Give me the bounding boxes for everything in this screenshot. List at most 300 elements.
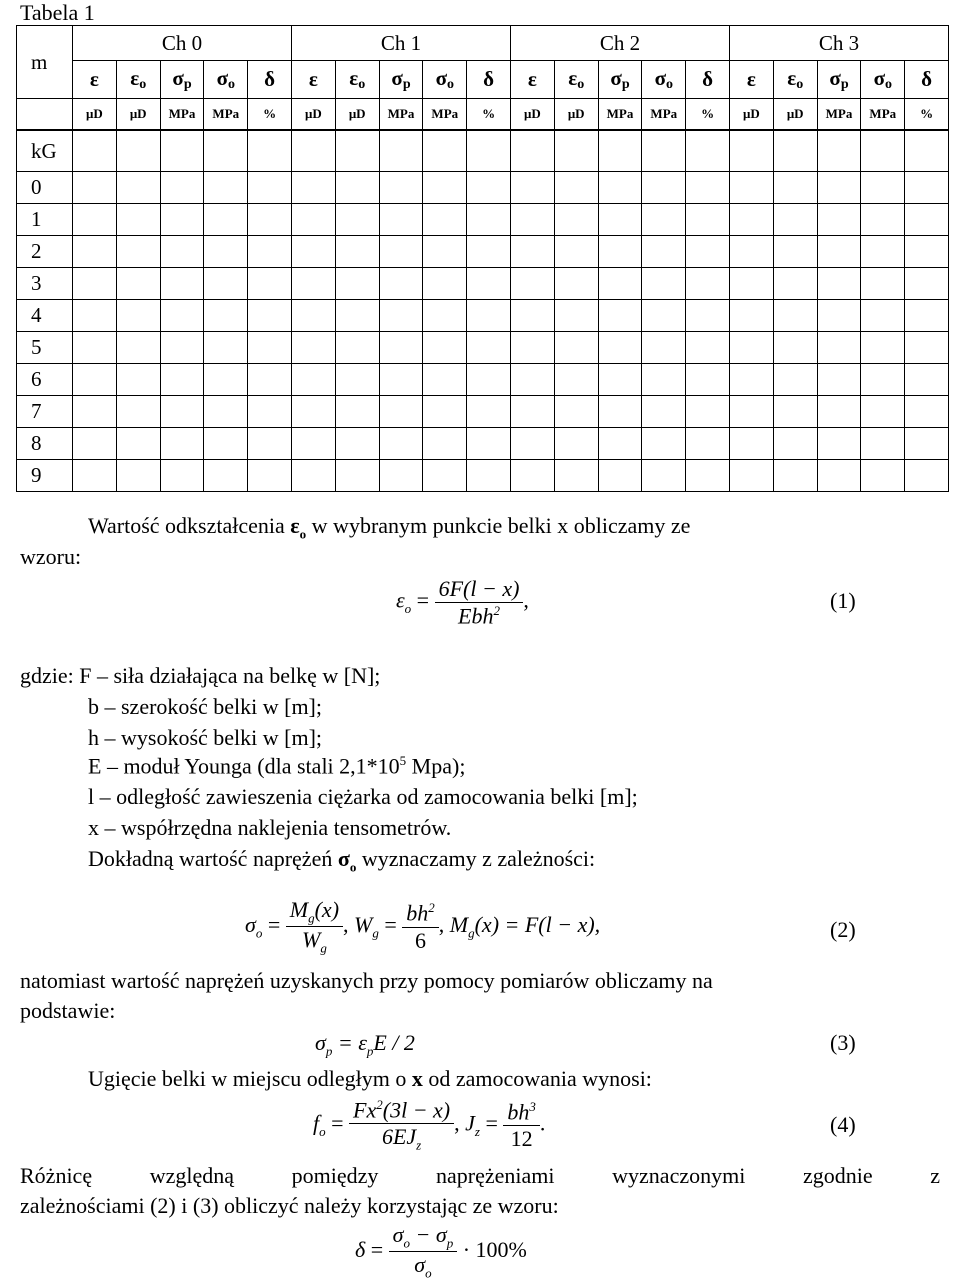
- quantity-symbol: $\varepsilon_o$: [773, 61, 817, 99]
- empty-cell: [817, 172, 861, 204]
- unit-cell: %: [467, 99, 511, 131]
- empty-cell: [423, 268, 467, 300]
- quantity-symbol: ε: [511, 61, 555, 99]
- empty-cell: [423, 332, 467, 364]
- empty-cell: [817, 332, 861, 364]
- empty-cell: [511, 364, 555, 396]
- empty-cell: [423, 130, 467, 172]
- empty-cell: [554, 130, 598, 172]
- empty-cell: [335, 236, 379, 268]
- empty-cell: [379, 396, 423, 428]
- empty-cell: [467, 332, 511, 364]
- closing-line-2: zależnościami (2) i (3) obliczyć należy korzystając ze wzoru:: [20, 1193, 559, 1218]
- empty-cell: [335, 300, 379, 332]
- empty-cell: [73, 396, 117, 428]
- empty-cell: [642, 204, 686, 236]
- empty-cell: [423, 364, 467, 396]
- empty-cell: [773, 460, 817, 492]
- unit-cell: MPa: [379, 99, 423, 131]
- empty-cell: [204, 204, 248, 236]
- unit-cell: MPa: [204, 99, 248, 131]
- empty-cell: [423, 428, 467, 460]
- empty-cell: [248, 172, 292, 204]
- empty-cell: [773, 172, 817, 204]
- empty-cell: [423, 300, 467, 332]
- equation-3: $\sigma_p = \varepsilon_pE / 2$: [315, 1030, 415, 1059]
- empty-cell: [598, 172, 642, 204]
- empty-cell: [905, 130, 949, 172]
- empty-cell: [73, 268, 117, 300]
- quantity-symbol: $\sigma_p$: [598, 61, 642, 99]
- empty-cell: [116, 172, 160, 204]
- equation-1: $\varepsilon_o$ = $\frac{6F(l - x)}{Ebh^2}$ ,: [396, 576, 529, 629]
- empty-cell: [642, 396, 686, 428]
- where-line-l: l – odległość zawieszenia ciężarka od zamocowania belki [m];: [88, 784, 638, 809]
- empty-cell: [160, 428, 204, 460]
- empty-cell: [686, 172, 730, 204]
- deflection-intro: Ugięcie belki w miejscu odległym o x od zamocowania wynosi:: [88, 1066, 652, 1091]
- empty-cell: [467, 268, 511, 300]
- quantity-symbol: $\sigma_p$: [160, 61, 204, 99]
- empty-cell: [511, 460, 555, 492]
- equation-4-number: (4): [830, 1112, 856, 1137]
- channel-header: Ch 3: [730, 26, 949, 61]
- empty-cell: [598, 300, 642, 332]
- empty-cell: [160, 364, 204, 396]
- empty-cell: [730, 236, 774, 268]
- quantity-symbol: $\varepsilon_o$: [554, 61, 598, 99]
- unit-cell: %: [905, 99, 949, 131]
- empty-cell: [905, 332, 949, 364]
- unit-label: kG: [17, 130, 73, 172]
- empty-cell: [730, 172, 774, 204]
- empty-cell: [817, 268, 861, 300]
- empty-cell: [598, 460, 642, 492]
- empty-cell: [861, 428, 905, 460]
- empty-cell: [730, 428, 774, 460]
- empty-cell: [292, 268, 336, 300]
- empty-cell: [379, 332, 423, 364]
- channel-header: Ch 0: [73, 26, 292, 61]
- empty-cell: [554, 268, 598, 300]
- empty-cell: [467, 130, 511, 172]
- where-line-f: gdzie: F – siła działająca na belkę w [N];: [20, 663, 381, 688]
- empty-cell: [379, 300, 423, 332]
- corner-label: m: [17, 26, 73, 99]
- quantity-symbol: $\sigma_o$: [423, 61, 467, 99]
- table-row: [17, 396, 949, 428]
- empty-cell: [379, 364, 423, 396]
- empty-cell: [160, 268, 204, 300]
- quantity-symbol: $\varepsilon_o$: [335, 61, 379, 99]
- unit-cell: μD: [292, 99, 336, 131]
- empty-cell: [554, 332, 598, 364]
- empty-cell: [905, 364, 949, 396]
- empty-cell: [335, 396, 379, 428]
- unit-cell: MPa: [423, 99, 467, 131]
- empty-cell: [554, 364, 598, 396]
- empty-cell: [861, 130, 905, 172]
- empty-cell: [861, 268, 905, 300]
- empty-cell: [686, 332, 730, 364]
- empty-cell: [467, 428, 511, 460]
- empty-cell: [467, 204, 511, 236]
- intro-line-1: Wartość odkształcenia $\varepsilon_o$ w wybranym punkcie belki x obliczamy ze: [88, 513, 691, 542]
- empty-cell: [598, 130, 642, 172]
- empty-cell: [204, 300, 248, 332]
- empty-cell: [160, 130, 204, 172]
- empty-cell: [511, 268, 555, 300]
- empty-cell: [379, 460, 423, 492]
- unit-cell: MPa: [817, 99, 861, 131]
- empty-cell: [817, 236, 861, 268]
- mass-label: 8: [17, 428, 73, 460]
- empty-cell: [598, 364, 642, 396]
- empty-cell: [423, 396, 467, 428]
- empty-cell: [116, 332, 160, 364]
- mass-label: 2: [17, 236, 73, 268]
- empty-cell: [905, 300, 949, 332]
- empty-cell: [379, 204, 423, 236]
- empty-cell: [511, 172, 555, 204]
- empty-cell: [292, 300, 336, 332]
- empty-cell: [554, 300, 598, 332]
- table-row: [17, 268, 949, 300]
- quantity-symbol: ε: [73, 61, 117, 99]
- mass-label: 7: [17, 396, 73, 428]
- empty-cell: [335, 460, 379, 492]
- empty-cell: [730, 300, 774, 332]
- empty-cell: [686, 396, 730, 428]
- table-row: [17, 364, 949, 396]
- mass-label: 0: [17, 172, 73, 204]
- quantity-symbol: δ: [905, 61, 949, 99]
- empty-cell: [642, 364, 686, 396]
- empty-cell: [773, 428, 817, 460]
- empty-cell: [467, 460, 511, 492]
- equation-2: $\sigma_o$ = $\frac{M_g(x)}{W_g}$ , $W_g$ = $\frac{bh^2}{6}$ , $M_g(x) = F(l - x)$,: [245, 897, 601, 956]
- unit-corner: [17, 99, 73, 131]
- table-row: [17, 460, 949, 492]
- empty-cell: [335, 268, 379, 300]
- empty-cell: [335, 428, 379, 460]
- empty-cell: [773, 204, 817, 236]
- quantity-symbol: ε: [292, 61, 336, 99]
- empty-cell: [73, 332, 117, 364]
- empty-cell: [292, 130, 336, 172]
- quantity-symbol: $\sigma_p$: [379, 61, 423, 99]
- empty-cell: [642, 300, 686, 332]
- empty-cell: [292, 364, 336, 396]
- empty-cell: [160, 172, 204, 204]
- equation-5: δ = $\frac{\sigma_o - \sigma_p}{\sigma_o}$ · 100%: [355, 1222, 527, 1281]
- empty-cell: [905, 428, 949, 460]
- empty-cell: [598, 332, 642, 364]
- empty-cell: [292, 172, 336, 204]
- empty-cell: [73, 428, 117, 460]
- empty-cell: [160, 332, 204, 364]
- empty-cell: [160, 204, 204, 236]
- mass-label: 6: [17, 364, 73, 396]
- empty-cell: [773, 332, 817, 364]
- empty-cell: [423, 236, 467, 268]
- empty-cell: [598, 428, 642, 460]
- empty-cell: [73, 204, 117, 236]
- unit-cell: MPa: [160, 99, 204, 131]
- table-row: [17, 428, 949, 460]
- unit-cell: %: [248, 99, 292, 131]
- empty-cell: [379, 268, 423, 300]
- stress-intro: Dokładną wartość naprężeń $\sigma_o$ wyznaczamy z zależności:: [88, 846, 596, 875]
- unit-cell: MPa: [861, 99, 905, 131]
- empty-cell: [861, 204, 905, 236]
- empty-cell: [248, 332, 292, 364]
- empty-cell: [335, 204, 379, 236]
- empty-cell: [379, 172, 423, 204]
- empty-cell: [204, 130, 248, 172]
- empty-cell: [554, 396, 598, 428]
- empty-cell: [730, 460, 774, 492]
- empty-cell: [817, 364, 861, 396]
- empty-cell: [730, 204, 774, 236]
- measurement-line-1: natomiast wartość naprężeń uzyskanych przy pomocy pomiarów obliczamy na: [20, 968, 713, 993]
- empty-cell: [116, 300, 160, 332]
- empty-cell: [248, 236, 292, 268]
- empty-cell: [204, 172, 248, 204]
- empty-cell: [905, 236, 949, 268]
- empty-cell: [554, 172, 598, 204]
- quantity-symbol: $\varepsilon_o$: [116, 61, 160, 99]
- empty-cell: [467, 236, 511, 268]
- empty-cell: [248, 300, 292, 332]
- empty-cell: [335, 172, 379, 204]
- empty-cell: [467, 364, 511, 396]
- empty-cell: [335, 130, 379, 172]
- empty-cell: [248, 204, 292, 236]
- empty-cell: [248, 428, 292, 460]
- empty-cell: [642, 236, 686, 268]
- empty-cell: [511, 396, 555, 428]
- empty-cell: [861, 300, 905, 332]
- quantity-symbol: δ: [248, 61, 292, 99]
- equation-3-number: (3): [830, 1030, 856, 1055]
- intro-line-2: wzoru:: [20, 544, 82, 569]
- unit-cell: μD: [73, 99, 117, 131]
- empty-cell: [686, 236, 730, 268]
- table-row: [17, 172, 949, 204]
- empty-cell: [160, 236, 204, 268]
- empty-cell: [160, 300, 204, 332]
- empty-cell: [686, 364, 730, 396]
- empty-cell: [686, 204, 730, 236]
- empty-cell: [773, 130, 817, 172]
- empty-cell: [730, 268, 774, 300]
- empty-cell: [598, 396, 642, 428]
- empty-cell: [73, 460, 117, 492]
- empty-cell: [905, 268, 949, 300]
- unit-cell: μD: [773, 99, 817, 131]
- empty-cell: [905, 460, 949, 492]
- mass-label: 4: [17, 300, 73, 332]
- measurement-table: [16, 25, 949, 492]
- empty-cell: [467, 172, 511, 204]
- empty-cell: [204, 460, 248, 492]
- empty-cell: [861, 460, 905, 492]
- empty-cell: [905, 204, 949, 236]
- empty-cell: [554, 204, 598, 236]
- unit-cell: μD: [554, 99, 598, 131]
- empty-cell: [423, 204, 467, 236]
- empty-cell: [642, 130, 686, 172]
- empty-cell: [204, 268, 248, 300]
- quantity-symbol: δ: [467, 61, 511, 99]
- empty-cell: [335, 364, 379, 396]
- empty-cell: [511, 428, 555, 460]
- empty-cell: [773, 396, 817, 428]
- empty-cell: [73, 172, 117, 204]
- equation-1-number: (1): [830, 588, 856, 613]
- table-row: [17, 236, 949, 268]
- table-row: [17, 204, 949, 236]
- quantity-symbol: $\sigma_o$: [642, 61, 686, 99]
- mass-label: 3: [17, 268, 73, 300]
- empty-cell: [817, 428, 861, 460]
- empty-cell: [73, 364, 117, 396]
- empty-cell: [817, 396, 861, 428]
- empty-cell: [686, 460, 730, 492]
- table-row: [17, 332, 949, 364]
- empty-cell: [160, 460, 204, 492]
- empty-cell: [73, 236, 117, 268]
- empty-cell: [730, 396, 774, 428]
- channel-header: Ch 1: [292, 26, 511, 61]
- empty-cell: [511, 130, 555, 172]
- empty-cell: [204, 332, 248, 364]
- empty-cell: [817, 204, 861, 236]
- mass-label: 9: [17, 460, 73, 492]
- channel-header: Ch 2: [511, 26, 730, 61]
- empty-cell: [292, 460, 336, 492]
- measurement-line-2: podstawie:: [20, 998, 116, 1023]
- empty-cell: [116, 130, 160, 172]
- empty-cell: [248, 268, 292, 300]
- empty-cell: [686, 428, 730, 460]
- empty-cell: [116, 396, 160, 428]
- empty-cell: [773, 268, 817, 300]
- empty-cell: [861, 396, 905, 428]
- empty-cell: [686, 300, 730, 332]
- empty-cell: [817, 460, 861, 492]
- empty-cell: [379, 130, 423, 172]
- empty-cell: [116, 204, 160, 236]
- empty-cell: [204, 236, 248, 268]
- empty-cell: [335, 332, 379, 364]
- empty-cell: [73, 130, 117, 172]
- empty-cell: [423, 172, 467, 204]
- empty-cell: [598, 236, 642, 268]
- unit-cell: %: [686, 99, 730, 131]
- empty-cell: [204, 428, 248, 460]
- empty-cell: [773, 236, 817, 268]
- unit-cell: MPa: [598, 99, 642, 131]
- empty-cell: [116, 364, 160, 396]
- empty-cell: [554, 236, 598, 268]
- empty-cell: [467, 396, 511, 428]
- empty-cell: [511, 332, 555, 364]
- empty-cell: [467, 300, 511, 332]
- empty-cell: [511, 300, 555, 332]
- quantity-symbol: δ: [686, 61, 730, 99]
- where-line-b: b – szerokość belki w [m];: [88, 694, 322, 719]
- mass-label: 1: [17, 204, 73, 236]
- empty-cell: [116, 428, 160, 460]
- empty-cell: [598, 268, 642, 300]
- empty-cell: [773, 300, 817, 332]
- empty-cell: [292, 204, 336, 236]
- empty-cell: [160, 396, 204, 428]
- empty-cell: [292, 236, 336, 268]
- empty-cell: [554, 428, 598, 460]
- empty-cell: [861, 364, 905, 396]
- empty-cell: [773, 364, 817, 396]
- empty-cell: [204, 396, 248, 428]
- empty-cell: [379, 236, 423, 268]
- empty-cell: [292, 428, 336, 460]
- unit-cell: μD: [116, 99, 160, 131]
- empty-cell: [116, 268, 160, 300]
- empty-cell: [511, 236, 555, 268]
- empty-cell: [248, 130, 292, 172]
- empty-cell: [379, 428, 423, 460]
- empty-cell: [73, 300, 117, 332]
- empty-cell: [511, 204, 555, 236]
- empty-cell: [817, 130, 861, 172]
- empty-cell: [292, 396, 336, 428]
- unit-cell: μD: [511, 99, 555, 131]
- empty-cell: [642, 172, 686, 204]
- empty-cell: [248, 396, 292, 428]
- empty-cell: [642, 460, 686, 492]
- empty-cell: [730, 332, 774, 364]
- unit-cell: MPa: [642, 99, 686, 131]
- where-line-e: E – moduł Younga (dla stali $2,1*10^5$ Mpa);: [88, 753, 466, 779]
- quantity-symbol: $\sigma_p$: [817, 61, 861, 99]
- empty-cell: [248, 460, 292, 492]
- empty-cell: [861, 332, 905, 364]
- unit-cell: μD: [730, 99, 774, 131]
- empty-cell: [905, 172, 949, 204]
- empty-cell: [642, 268, 686, 300]
- empty-cell: [686, 268, 730, 300]
- where-line-h: h – wysokość belki w [m];: [88, 725, 323, 750]
- unit-cell: μD: [335, 99, 379, 131]
- empty-cell: [292, 332, 336, 364]
- table-caption: Tabela 1: [20, 0, 95, 25]
- empty-cell: [861, 172, 905, 204]
- empty-cell: [817, 300, 861, 332]
- quantity-symbol: ε: [730, 61, 774, 99]
- quantity-symbol: $\sigma_o$: [861, 61, 905, 99]
- empty-cell: [642, 428, 686, 460]
- where-line-x: x – współrzędna naklejenia tensometrów.: [88, 815, 452, 840]
- empty-cell: [730, 130, 774, 172]
- empty-cell: [204, 364, 248, 396]
- equation-4: $f_o$ = $\frac{Fx^2(3l - x)}{6EJ_z}$ , $J_z$ = $\frac{bh^3}{12}$ .: [313, 1097, 546, 1153]
- empty-cell: [116, 460, 160, 492]
- empty-cell: [730, 364, 774, 396]
- empty-cell: [686, 130, 730, 172]
- empty-cell: [861, 236, 905, 268]
